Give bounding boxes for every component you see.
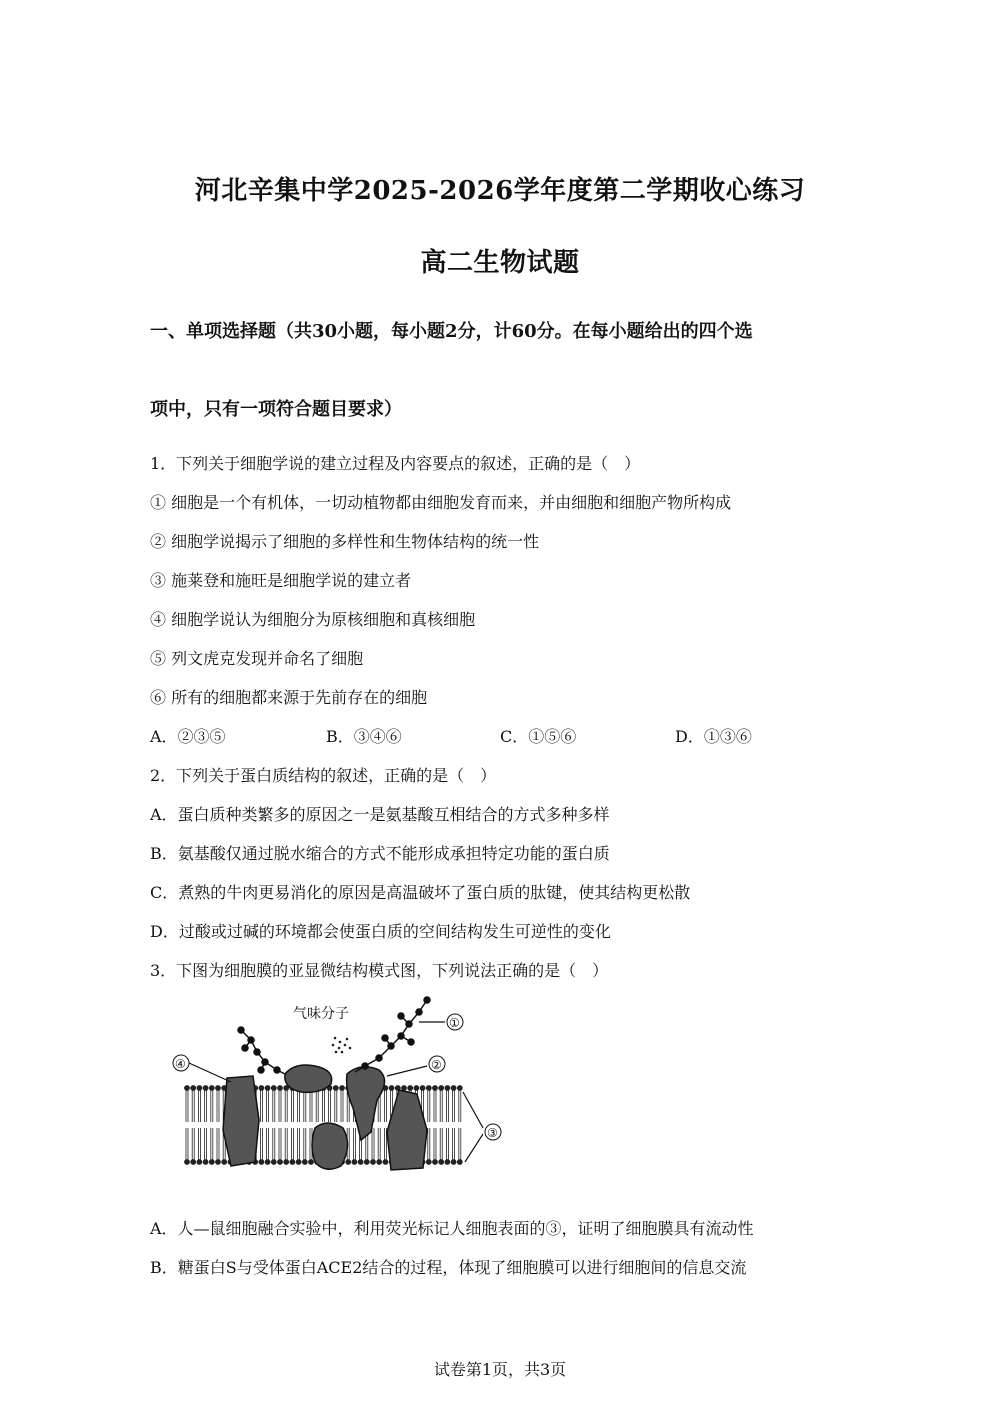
phospholipid-head — [340, 1086, 345, 1091]
question-1-item: ② 细胞学说揭示了细胞的多样性和生物体结构的统一性 — [150, 532, 540, 551]
phospholipid-head — [352, 1160, 357, 1165]
exam-subtitle: 高二生物试题 — [420, 248, 580, 278]
question-2-option-c: C．煮熟的牛肉更易消化的原因是高温破坏了蛋白质的肽键，使其结构更松散 — [150, 883, 691, 902]
label-1: ① — [449, 1016, 460, 1030]
phospholipid-head — [278, 1160, 283, 1165]
phospholipid-head — [426, 1160, 431, 1165]
question-3-option-b: B．糖蛋白S与受体蛋白ACE2结合的过程，体现了细胞膜可以进行细胞间的信息交流 — [150, 1258, 747, 1277]
question-1-item: ① 细胞是一个有机体，一切动植物都由细胞发育而来，并由细胞和细胞产物所构成 — [150, 493, 732, 512]
question-2-option-d: D．过酸或过碱的环境都会使蛋白质的空间结构发生可逆性的变化 — [150, 922, 611, 941]
phospholipid-head — [203, 1086, 208, 1091]
phospholipid-head — [209, 1160, 214, 1165]
phospholipid-head — [191, 1160, 196, 1165]
question-3-option-a: A．人—鼠细胞融合实验中，利用荧光标记人细胞表面的③，证明了细胞膜具有流动性 — [150, 1219, 754, 1238]
phospholipid-head — [451, 1086, 456, 1091]
phospholipid-head — [346, 1160, 351, 1165]
phospholipid-head — [451, 1160, 456, 1165]
question-2-stem: 2．下列关于蛋白质结构的叙述，正确的是（ ） — [150, 766, 497, 785]
phospholipid-head — [377, 1160, 382, 1165]
phospholipid-head — [333, 1086, 338, 1091]
label-odor-molecule: 气味分子 — [293, 1006, 349, 1022]
phospholipid-head — [185, 1086, 190, 1091]
phospholipid-head — [197, 1086, 202, 1091]
question-1-stem: 1．下列关于细胞学说的建立过程及内容要点的叙述，正确的是（ ） — [150, 454, 641, 473]
phospholipid-head — [203, 1160, 208, 1165]
page-footer: 试卷第1页，共3页 — [433, 1360, 567, 1379]
phospholipid-head — [402, 1086, 407, 1091]
phospholipid-head — [420, 1086, 425, 1091]
phospholipid-head — [271, 1160, 276, 1165]
phospholipid-head — [371, 1160, 376, 1165]
phospholipid-head — [426, 1086, 431, 1091]
section-heading-line2: 项中，只有一项符合题目要求） — [150, 399, 402, 420]
phospholipid-head — [185, 1160, 190, 1165]
phospholipid-head — [389, 1086, 394, 1091]
phospholipid-head — [408, 1086, 413, 1091]
phospholipid-head — [265, 1086, 270, 1091]
section-heading-line1: 一、单项选择题（共30小题，每小题2分，计60分。在每小题给出的四个选 — [150, 321, 753, 342]
phospholipid-head — [414, 1086, 419, 1091]
phospholipid-head — [358, 1160, 363, 1165]
question-3-stem: 3．下图为细胞膜的亚显微结构模式图，下列说法正确的是（ ） — [150, 961, 609, 980]
phospholipid-head — [216, 1086, 221, 1091]
peripheral-protein — [285, 1065, 332, 1092]
phospholipid-head — [278, 1086, 283, 1091]
phospholipid-head — [445, 1086, 450, 1091]
phospholipid-head — [445, 1160, 450, 1165]
question-2-option-b: B．氨基酸仅通过脱水缩合的方式不能形成承担特定功能的蛋白质 — [150, 844, 610, 863]
label-4: ④ — [175, 1057, 186, 1071]
question-1-item: ④ 细胞学说认为细胞分为原核细胞和真核细胞 — [150, 610, 476, 629]
exam-title: 河北辛集中学2025-2026学年度第二学期收心练习 — [194, 176, 806, 206]
phospholipid-head — [364, 1160, 369, 1165]
phospholipid-head — [265, 1160, 270, 1165]
phospholipid-head — [457, 1086, 462, 1091]
phospholipid-head — [296, 1160, 301, 1165]
question-1-option-a: A．②③⑤ — [150, 727, 226, 746]
phospholipid-head — [259, 1160, 264, 1165]
phospholipid-head — [290, 1160, 295, 1165]
phospholipid-head — [197, 1160, 202, 1165]
phospholipid-head — [284, 1160, 289, 1165]
question-1-item: ③ 施莱登和施旺是细胞学说的建立者 — [150, 571, 412, 590]
phospholipid-head — [309, 1160, 314, 1165]
phospholipid-head — [191, 1086, 196, 1091]
inner-protein — [312, 1123, 348, 1169]
phospholipid-head — [222, 1160, 227, 1165]
question-1-option-c: C．①⑤⑥ — [500, 727, 577, 746]
receptor-protein-2 — [347, 1067, 385, 1140]
phospholipid-head — [433, 1086, 438, 1091]
question-1-option-d: D．①③⑥ — [675, 727, 752, 746]
phospholipid-head — [433, 1160, 438, 1165]
odor-molecule-dots — [332, 1037, 352, 1054]
phospholipid-head — [209, 1086, 214, 1091]
cell-membrane-diagram — [165, 990, 515, 1180]
phospholipid-head — [271, 1086, 276, 1091]
label-2: ② — [431, 1058, 442, 1072]
label-3: ③ — [487, 1126, 498, 1140]
question-2-option-a: A．蛋白质种类繁多的原因之一是氨基酸互相结合的方式多种多样 — [150, 805, 610, 824]
question-1-item: ⑥ 所有的细胞都来源于先前存在的细胞 — [150, 688, 428, 707]
phospholipid-head — [439, 1086, 444, 1091]
phospholipid-head — [216, 1160, 221, 1165]
phospholipid-head — [302, 1160, 307, 1165]
channel-protein-4 — [223, 1076, 259, 1166]
phospholipid-head — [383, 1160, 388, 1165]
phospholipid-head — [439, 1160, 444, 1165]
phospholipid-head — [259, 1086, 264, 1091]
membrane-proteins — [223, 1065, 427, 1170]
phospholipid-head — [457, 1160, 462, 1165]
question-1-item: ⑤ 列文虎克发现并命名了细胞 — [150, 649, 364, 668]
question-1-option-b: B．③④⑥ — [326, 727, 402, 746]
